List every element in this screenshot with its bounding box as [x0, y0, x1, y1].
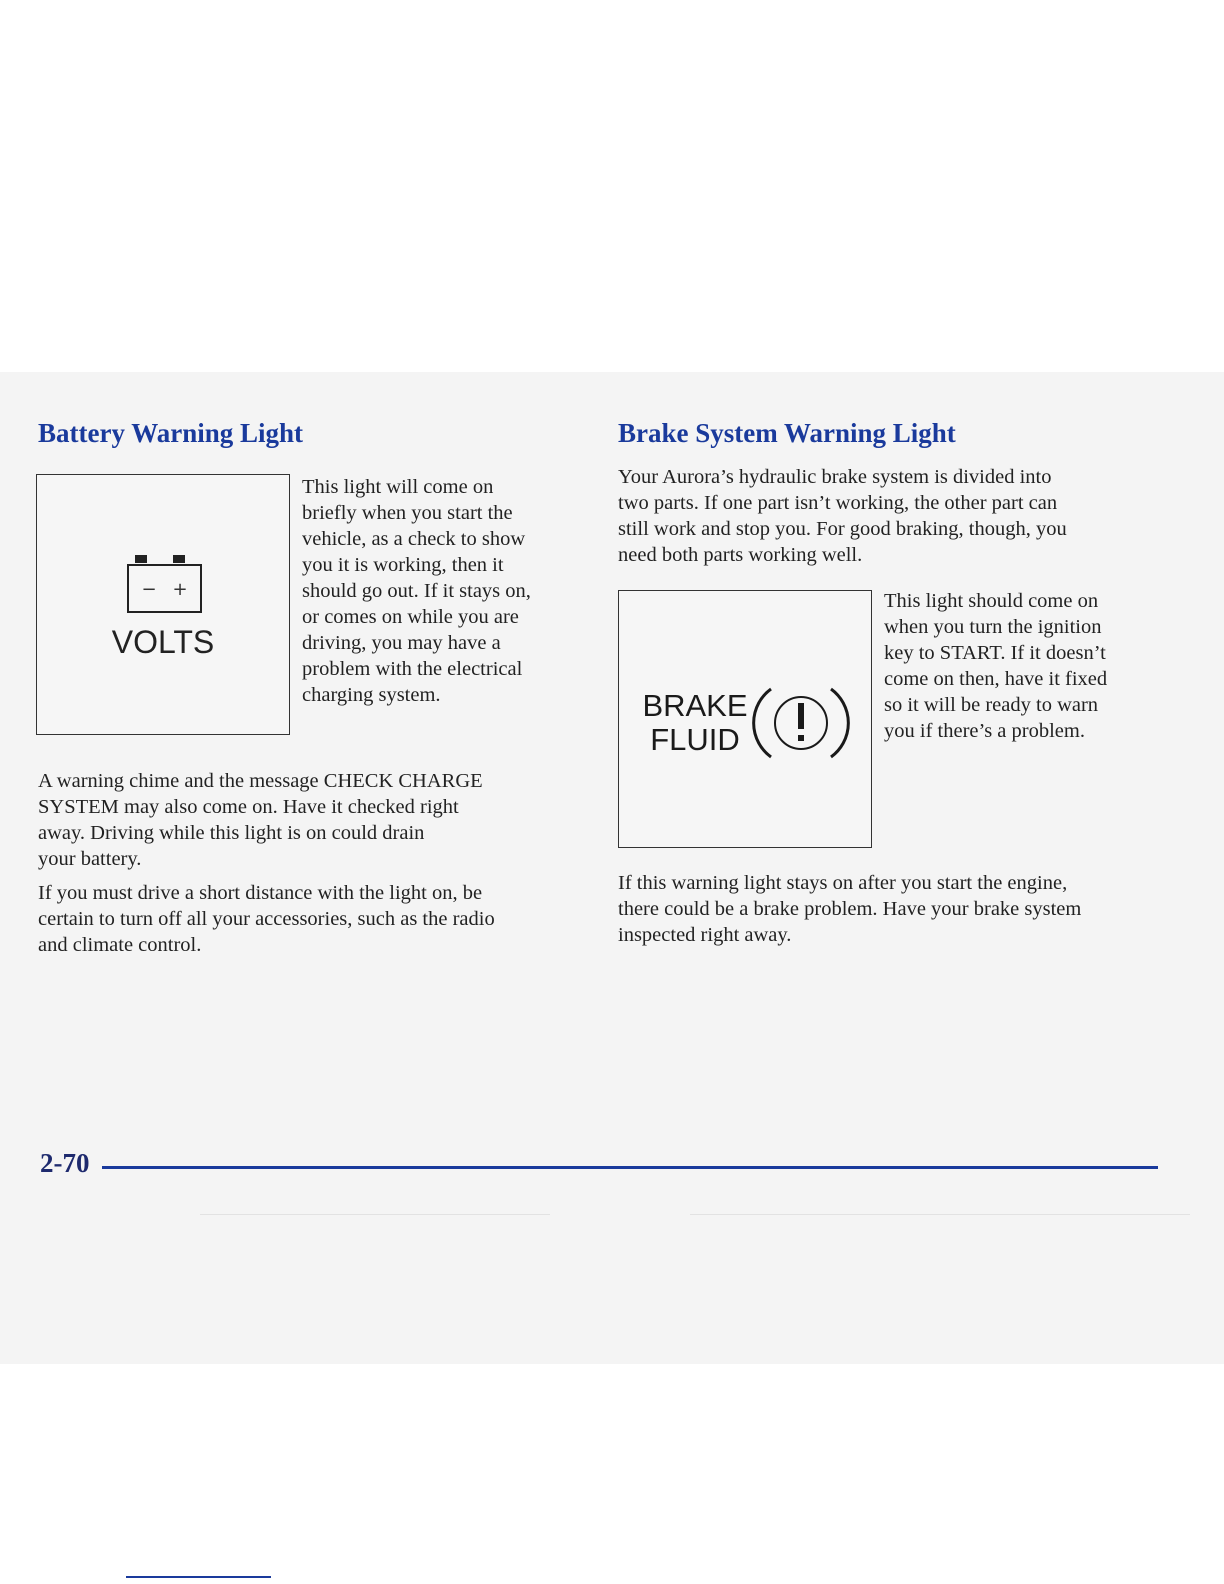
- brake-heading: Brake System Warning Light: [618, 418, 956, 448]
- brake-side-text: [884, 588, 1107, 744]
- text-line: need both parts working well.: [618, 544, 863, 566]
- text-line: your battery.: [38, 848, 142, 870]
- volts-label: VOLTS: [111, 624, 215, 660]
- text-line: away. Driving while this light is on could drain: [38, 822, 425, 844]
- text-line: should go out. If it stays on,: [302, 580, 531, 602]
- text-line: If this warning light stays on after you start the engine,: [618, 872, 1068, 894]
- text-line: there could be a brake problem. Have your brake system: [618, 898, 1082, 920]
- battery-side-text: [302, 474, 531, 708]
- brake-word: BRAKE: [642, 688, 748, 723]
- text-line: briefly when you start the: [302, 502, 513, 524]
- text-line: or comes on while you are: [302, 606, 519, 628]
- text-line: come on then, have it fixed: [884, 668, 1108, 690]
- text-line: you if there’s a problem.: [884, 720, 1085, 742]
- text-line: driving, you may have a: [302, 632, 501, 654]
- text-line: This light will come on: [302, 476, 494, 498]
- text-line: problem with the electrical: [302, 658, 523, 680]
- text-line: SYSTEM may also come on. Have it checked right: [38, 796, 459, 818]
- text-line: inspected right away.: [618, 924, 792, 946]
- brake-indicator-box: [618, 590, 872, 848]
- battery-heading: Battery Warning Light: [38, 418, 304, 448]
- text-line: This light should come on: [884, 590, 1099, 612]
- text-line: key to START. If it doesn’t: [884, 642, 1106, 664]
- text-line: certain to turn off all your accessories, such as the radio: [38, 908, 495, 930]
- text-line: when you turn the ignition: [884, 616, 1102, 638]
- brake-paragraph: [618, 870, 1081, 948]
- text-line: you it is working, then it: [302, 554, 504, 576]
- faint-divider: [690, 1214, 1190, 1215]
- text-line: A warning chime and the message CHECK CHARGE: [38, 770, 483, 792]
- text-line: If you must drive a short distance with the light on, be: [38, 882, 483, 904]
- footer-rule: [102, 1166, 1158, 1169]
- brake-intro: [618, 464, 1067, 568]
- text-line: Your Aurora’s hydraulic brake system is divided into: [618, 466, 1052, 488]
- fluid-word: FLUID: [650, 722, 740, 757]
- text-line: and climate control.: [38, 934, 202, 956]
- battery-paragraph-1: [38, 768, 483, 872]
- page-number: 2-70: [40, 1148, 90, 1178]
- bottom-mark: [126, 1576, 271, 1578]
- battery-indicator-box: [36, 474, 290, 735]
- faint-divider: [200, 1214, 550, 1215]
- text-line: charging system.: [302, 684, 441, 706]
- text-line: vehicle, as a check to show: [302, 528, 526, 550]
- brake-warning-icon: [751, 683, 851, 763]
- text-line: still work and stop you. For good braking, though, you: [618, 518, 1067, 540]
- battery-icon: [125, 555, 205, 617]
- text-line: two parts. If one part isn’t working, the other part can: [618, 492, 1058, 514]
- svg-text:+: +: [172, 579, 188, 600]
- battery-paragraph-2: [38, 880, 495, 958]
- text-line: so it will be ready to warn: [884, 694, 1099, 716]
- svg-text:−: −: [141, 579, 157, 600]
